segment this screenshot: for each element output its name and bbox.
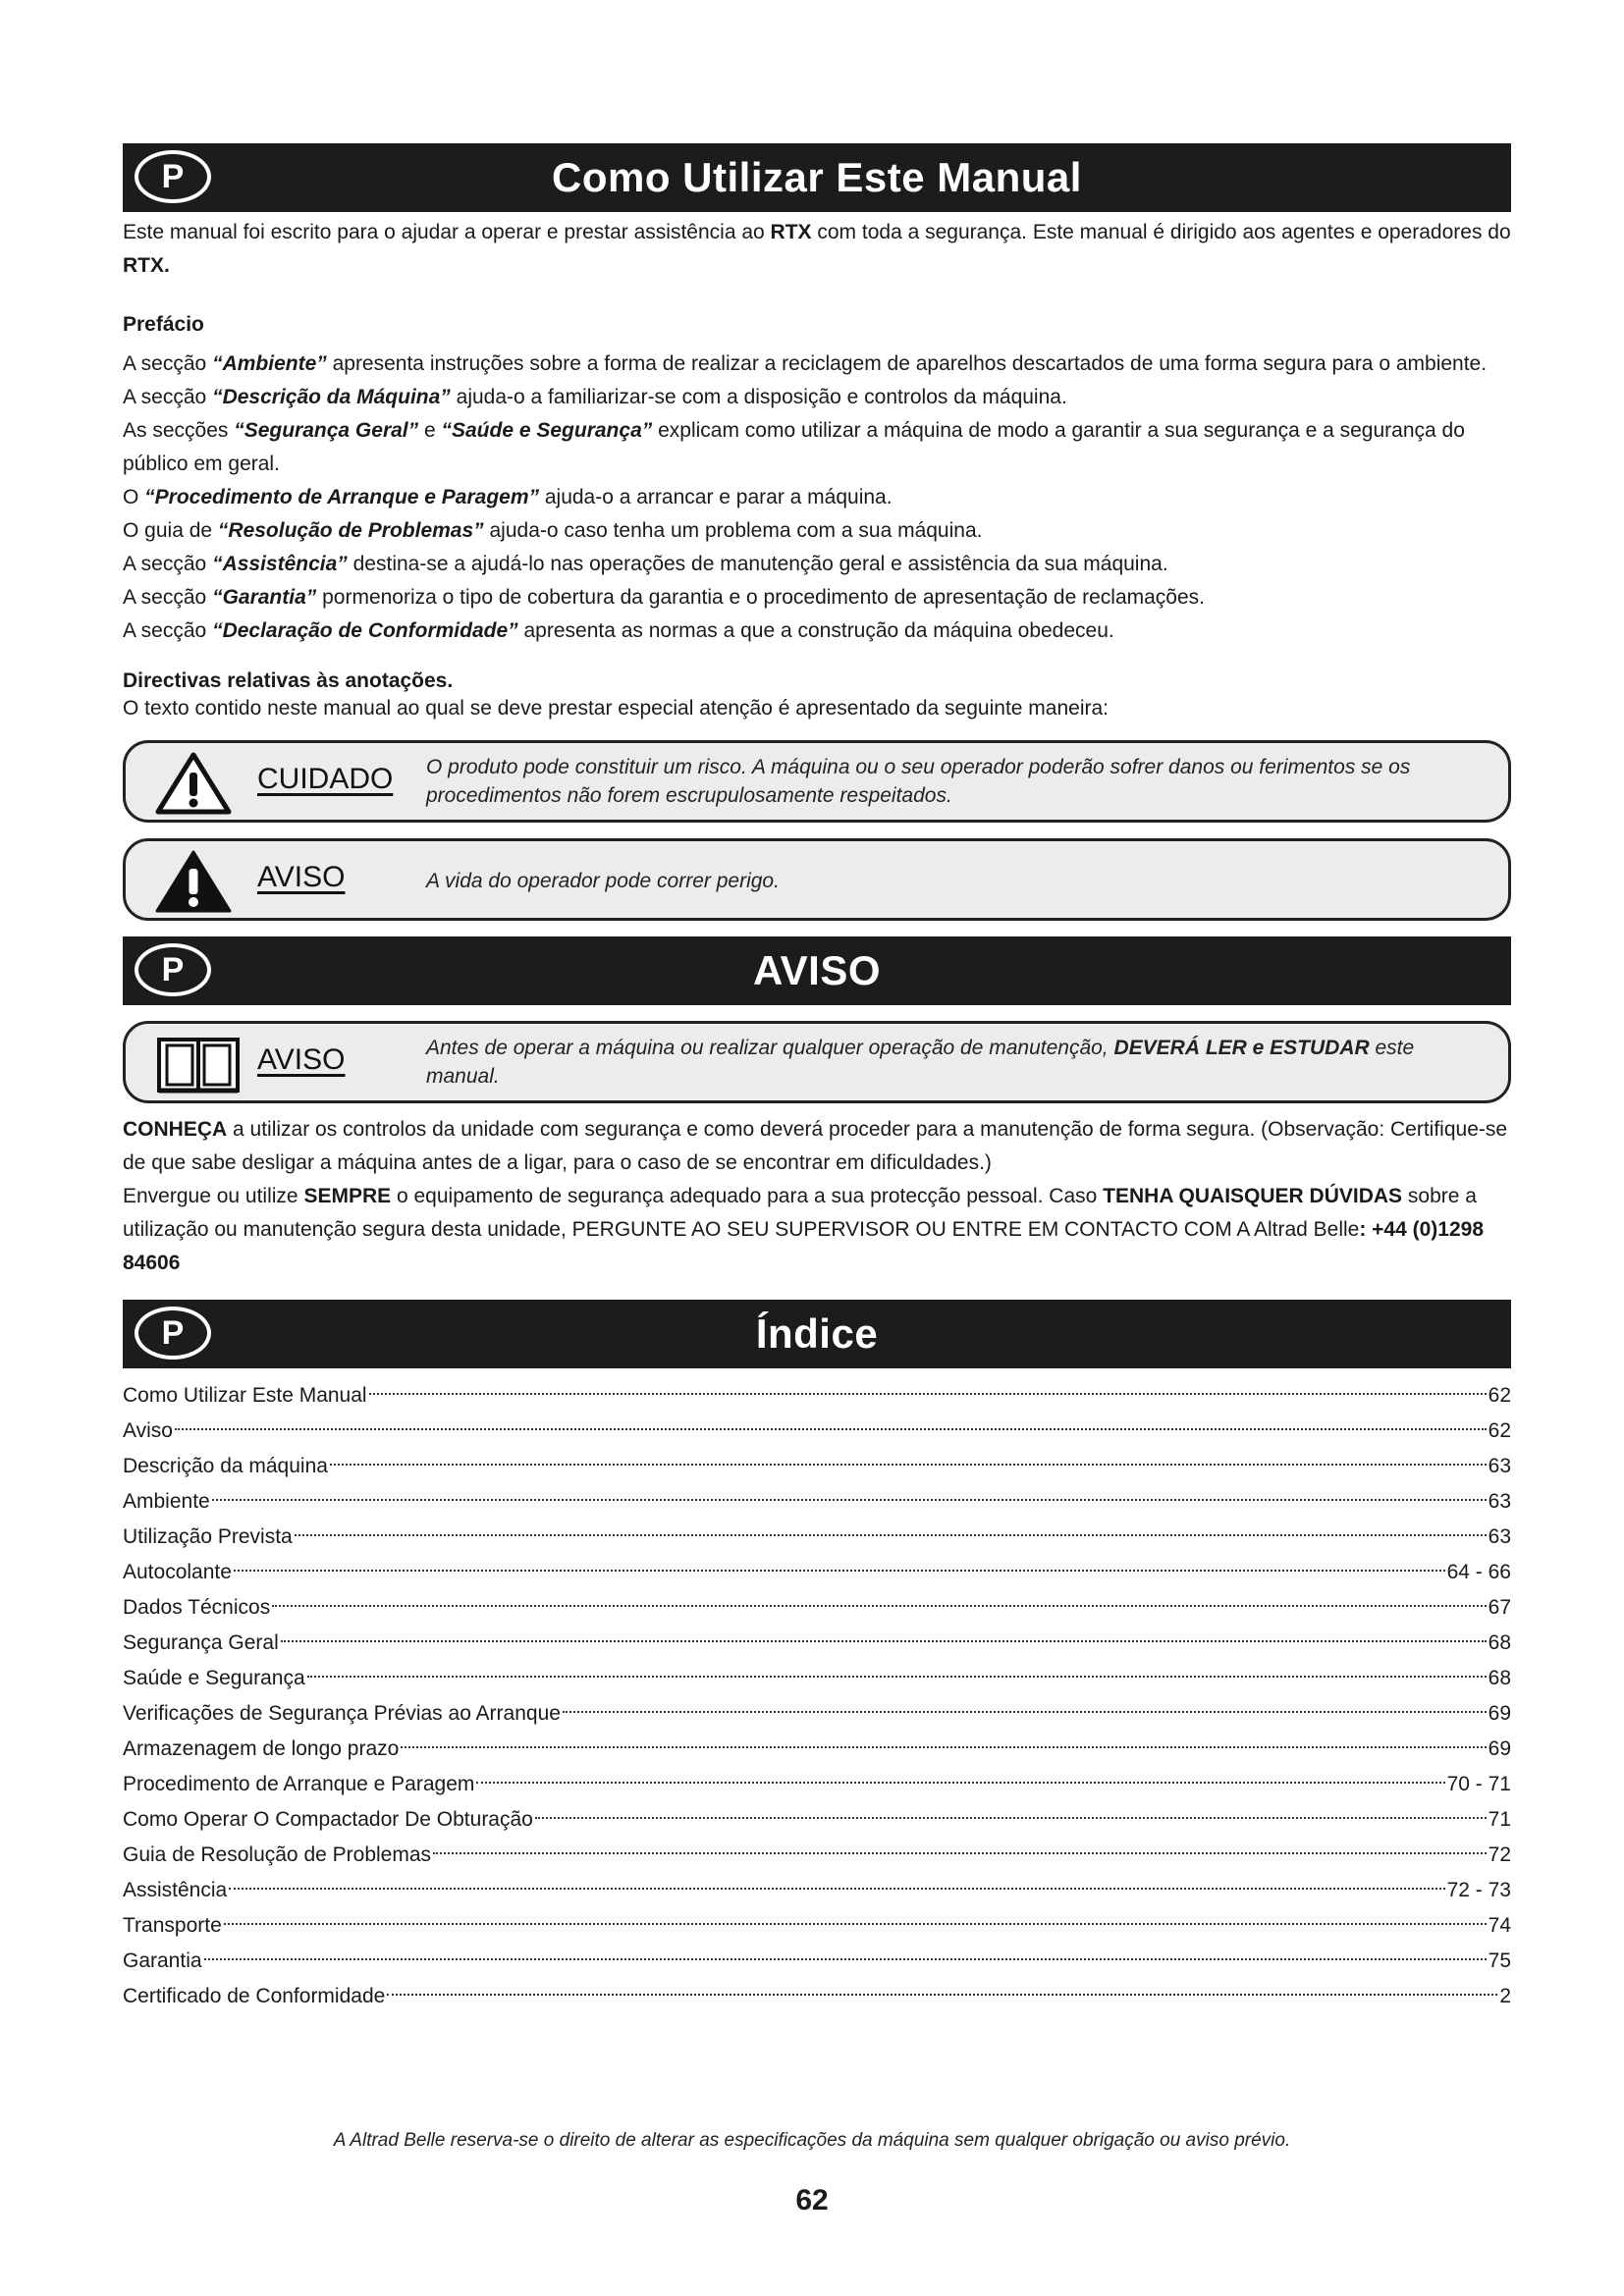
toc-entry[interactable] <box>123 1626 1511 1661</box>
read-manual-emphasis: DEVERÁ LER e ESTUDAR <box>1113 1037 1370 1059</box>
toc-page: 74 <box>1488 1914 1511 1937</box>
preface-item <box>123 514 1511 548</box>
toc-page: 72 <box>1488 1843 1511 1866</box>
toc-leader-dots <box>535 1817 1487 1819</box>
read-manual-text: este manual. <box>426 1037 1415 1088</box>
toc-page: 62 <box>1488 1419 1511 1442</box>
toc-title: Procedimento de Arranque e Paragem <box>123 1773 475 1795</box>
toc-leader-dots <box>204 1958 1487 1960</box>
caution-notice-box <box>123 740 1511 823</box>
preface-emphasis: “Assistência” <box>212 553 348 575</box>
toc-entry[interactable] <box>123 1378 1511 1414</box>
toc-leader-dots <box>476 1782 1444 1784</box>
intro-text-2: com toda a segurança. Este manual é dirigido aos agentes e operadores do <box>811 221 1511 243</box>
toc-leader-dots <box>330 1464 1487 1466</box>
preface-text: O guia de <box>123 519 218 542</box>
section-banner-warning <box>123 936 1511 1005</box>
toc-entry[interactable] <box>123 1555 1511 1590</box>
toc-entry[interactable] <box>123 1767 1511 1802</box>
manual-page <box>123 143 1511 2014</box>
preface-text: A secção <box>123 619 213 642</box>
page-number: 62 <box>795 2184 829 2216</box>
toc-title: Aviso <box>123 1419 173 1442</box>
preface-item <box>123 581 1511 614</box>
preface-item <box>123 381 1511 414</box>
toc-entry[interactable] <box>123 1449 1511 1484</box>
toc-leader-dots <box>387 1994 1497 1996</box>
toc-page: 63 <box>1488 1455 1511 1477</box>
caution-message: O produto pode constituir um risco. A máquina ou o seu operador poderão sofrer danos ou ferimentos se os procedimentos não forem escrupulosamente respeitados. <box>426 756 1411 807</box>
section-banner-how-to-use <box>123 143 1511 212</box>
language-badge-p-icon: P <box>135 943 211 996</box>
intro-paragraph <box>123 216 1511 283</box>
toc-leader-dots <box>401 1746 1486 1748</box>
section-banner-index <box>123 1300 1511 1368</box>
preface-heading: Prefácio <box>123 313 204 336</box>
doubts-emphasis: TENHA QUAISQUER DÚVIDAS <box>1103 1185 1403 1207</box>
toc-leader-dots <box>212 1499 1487 1501</box>
preface-item <box>123 347 1511 381</box>
toc-page: 75 <box>1488 1949 1511 1972</box>
preface-text: apresenta as normas a que a construção da máquina obedeceu. <box>517 619 1114 642</box>
toc-page: 63 <box>1488 1490 1511 1513</box>
toc-page: 64 - 66 <box>1446 1561 1511 1583</box>
read-manual-label: AVISO <box>257 1043 346 1076</box>
preface-item <box>123 481 1511 514</box>
warning-message: A vida do operador pode correr perigo. <box>426 870 780 892</box>
toc-page: 71 <box>1488 1808 1511 1831</box>
know-text: a utilizar os controlos da unidade com segurança e como deverá proceder para a manutenção de forma segura. (Observação: Certifique-se de que sabe desligar a máquina antes de a ligar, para o caso de se encontrar em dificuldades.) <box>123 1118 1508 1174</box>
directives-heading: Directivas relativas às anotações. <box>123 669 454 692</box>
toc-title: Segurança Geral <box>123 1631 279 1654</box>
language-badge-p-icon: P <box>135 150 211 203</box>
toc-title: Assistência <box>123 1879 228 1901</box>
preface-emphasis: “Resolução de Problemas” <box>217 519 484 542</box>
preface-emphasis: “Segurança Geral” <box>234 419 419 442</box>
toc-leader-dots <box>295 1534 1487 1536</box>
section-title: Como Utilizar Este Manual <box>552 154 1082 200</box>
toc-page: 72 - 73 <box>1446 1879 1511 1901</box>
warning-notice-box <box>123 838 1511 921</box>
toc-leader-dots <box>175 1428 1487 1430</box>
caution-triangle-icon <box>155 751 232 816</box>
toc-page: 2 <box>1499 1985 1511 2007</box>
preface-emphasis: “Garantia” <box>212 586 317 609</box>
caution-label: CUIDADO <box>257 763 394 795</box>
know-lead: CONHEÇA <box>123 1118 228 1141</box>
preface-text: O <box>123 486 145 508</box>
contact-phone: : +44 (0)1298 84606 <box>123 1218 1485 1274</box>
wear-emphasis: SEMPRE <box>303 1185 392 1207</box>
toc-entry[interactable] <box>123 1873 1511 1908</box>
toc-leader-dots <box>563 1711 1487 1713</box>
toc-title: Ambiente <box>123 1490 210 1513</box>
toc-title: Autocolante <box>123 1561 232 1583</box>
preface-text: A secção <box>123 352 213 375</box>
toc-title: Dados Técnicos <box>123 1596 271 1619</box>
wear-text: o equipamento de segurança adequado para a sua protecção pessoal. Caso <box>391 1185 1104 1207</box>
directives-text: O texto contido neste manual ao qual se deve prestar especial atenção é apresentado da seguinte maneira: <box>123 697 1109 720</box>
toc-entry[interactable] <box>123 1802 1511 1838</box>
warning-label: AVISO <box>257 861 346 893</box>
toc-page: 68 <box>1488 1667 1511 1689</box>
preface-item <box>123 614 1511 648</box>
preface-text: ajuda-o caso tenha um problema com a sua máquina. <box>483 519 983 542</box>
read-manual-notice-box <box>123 1021 1511 1103</box>
open-book-icon <box>155 1034 242 1096</box>
preface-emphasis: “Saúde e Segurança” <box>441 419 653 442</box>
toc-leader-dots <box>369 1393 1487 1395</box>
footer-disclaimer: A Altrad Belle reserva-se o direito de alterar as especificações da máquina sem qualquer obrigação ou aviso prévio. <box>333 2130 1291 2151</box>
preface-text: explicam como utilizar a máquina de modo a garantir a sua segurança e a segurança do público em geral. <box>123 419 1465 475</box>
toc-page: 70 - 71 <box>1446 1773 1511 1795</box>
toc-title: Certificado de Conformidade <box>123 1985 386 2007</box>
read-manual-text: Antes de operar a máquina ou realizar qualquer operação de manutenção, <box>426 1037 1114 1059</box>
preface-emphasis: “Ambiente” <box>212 352 327 375</box>
toc-title: Descrição da máquina <box>123 1455 328 1477</box>
toc-leader-dots <box>229 1888 1444 1890</box>
toc-title: Saúde e Segurança <box>123 1667 305 1689</box>
preface-text: pormenoriza o tipo de cobertura da garantia e o procedimento de apresentação de reclamações. <box>316 586 1205 609</box>
preface-text: destina-se a ajudá-lo nas operações de manutenção geral e assistência da sua máquina. <box>347 553 1168 575</box>
toc-leader-dots <box>281 1640 1487 1642</box>
toc-title: Transporte <box>123 1914 222 1937</box>
toc-page: 68 <box>1488 1631 1511 1654</box>
wear-paragraph <box>123 1180 1511 1280</box>
language-badge-p-icon: P <box>135 1307 211 1360</box>
toc-title: Como Utilizar Este Manual <box>123 1384 367 1407</box>
preface-text: A secção <box>123 386 213 408</box>
toc-leader-dots <box>224 1923 1487 1925</box>
toc-leader-dots <box>307 1676 1487 1678</box>
toc-page: 62 <box>1488 1384 1511 1407</box>
know-paragraph <box>123 1113 1511 1180</box>
section-title: Índice <box>755 1310 879 1357</box>
toc-entry[interactable] <box>123 1414 1511 1449</box>
toc-entry[interactable] <box>123 1979 1511 2014</box>
toc-entry[interactable] <box>123 1838 1511 1873</box>
preface-text: ajuda-o a familiarizar-se com a disposição e controlos da máquina. <box>450 386 1067 408</box>
toc-entry[interactable] <box>123 1732 1511 1767</box>
toc-entry[interactable] <box>123 1944 1511 1979</box>
toc-entry[interactable] <box>123 1590 1511 1626</box>
toc-title: Utilização Prevista <box>123 1525 293 1548</box>
toc-entry[interactable] <box>123 1661 1511 1696</box>
toc-page: 69 <box>1488 1737 1511 1760</box>
toc-title: Armazenagem de longo prazo <box>123 1737 400 1760</box>
toc-entry[interactable] <box>123 1908 1511 1944</box>
preface-list <box>123 347 1511 648</box>
preface-text: apresenta instruções sobre a forma de realizar a reciclagem de aparelhos descartados de uma forma segura para o ambiente. <box>326 352 1488 375</box>
toc-leader-dots <box>234 1570 1445 1572</box>
preface-text: As secções <box>123 419 235 442</box>
rtx-brand-end: RTX. <box>123 254 170 277</box>
toc-leader-dots <box>272 1605 1486 1607</box>
toc-title: Verificações de Segurança Prévias ao Arranque <box>123 1702 561 1725</box>
toc-page: 67 <box>1488 1596 1511 1619</box>
toc-title: Garantia <box>123 1949 202 1972</box>
warning-triangle-icon <box>155 849 232 914</box>
table-of-contents <box>123 1378 1511 2014</box>
preface-text: e <box>418 419 442 442</box>
toc-page: 69 <box>1488 1702 1511 1725</box>
preface-text: A secção <box>123 586 213 609</box>
wear-text: Envergue ou utilize <box>123 1185 304 1207</box>
toc-leader-dots <box>433 1852 1487 1854</box>
toc-title: Como Operar O Compactador De Obturação <box>123 1808 533 1831</box>
rtx-brand: RTX <box>770 221 812 243</box>
preface-emphasis: “Declaração de Conformidade” <box>212 619 518 642</box>
preface-text: ajuda-o a arrancar e parar a máquina. <box>539 486 893 508</box>
doubts-text: sobre a utilização ou manutenção segura desta unidade, PERGUNTE AO SEU SUPERVISOR OU ENTRE EM CONTACTO COM A Altrad Belle <box>123 1185 1477 1241</box>
toc-entry[interactable] <box>123 1696 1511 1732</box>
toc-title: Guia de Resolução de Problemas <box>123 1843 432 1866</box>
toc-entry[interactable] <box>123 1484 1511 1520</box>
preface-item <box>123 414 1511 481</box>
section-title: AVISO <box>752 947 882 993</box>
toc-page: 63 <box>1488 1525 1511 1548</box>
preface-emphasis: “Procedimento de Arranque e Paragem” <box>144 486 540 508</box>
read-manual-message <box>426 1034 1485 1091</box>
preface-emphasis: “Descrição da Máquina” <box>212 386 451 408</box>
preface-item <box>123 548 1511 581</box>
intro-text-1: Este manual foi escrito para o ajudar a operar e prestar assistência ao <box>123 221 771 243</box>
toc-entry[interactable] <box>123 1520 1511 1555</box>
preface-text: A secção <box>123 553 213 575</box>
